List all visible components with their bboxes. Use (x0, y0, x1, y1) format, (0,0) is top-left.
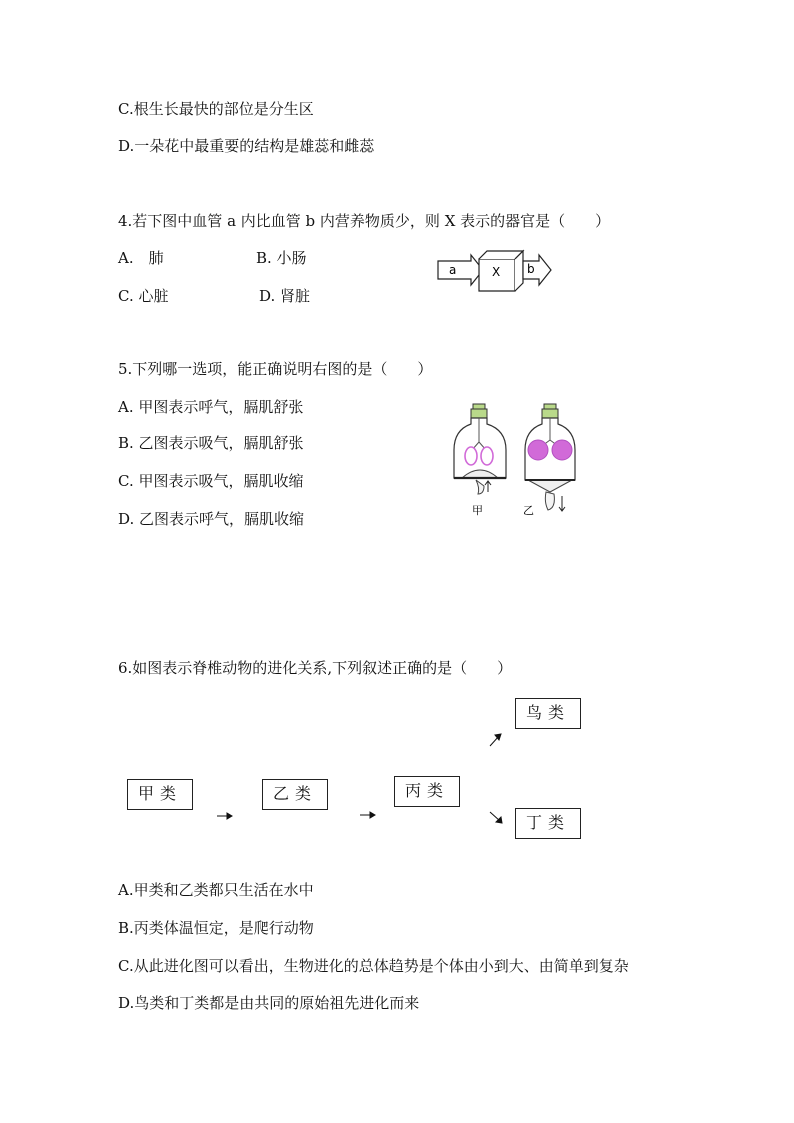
q6-option-a: A.甲类和乙类都只生活在水中 (118, 881, 314, 899)
question-6-stem: 6.如图表示脊椎动物的进化关系,下列叙述正确的是（ ） (118, 659, 513, 677)
question-5-stem: 5.下列哪一选项，能正确说明右图的是（ ） (118, 360, 433, 378)
box-ding-lei: 丁类 (515, 808, 581, 839)
vessel-a-label: a (449, 263, 457, 277)
q5-option-a: A. 甲图表示呼气，膈肌舒张 (118, 398, 304, 416)
organ-x-box (479, 251, 523, 291)
option-c-previous: C.根生长最快的部位是分生区 (118, 100, 314, 118)
lung-left-yi (528, 440, 548, 460)
q5-option-c: C. 甲图表示吸气，膈肌收缩 (118, 472, 304, 490)
q4-option-b: B. 小肠 (256, 249, 307, 267)
q4-option-c: C. 心脏 (118, 287, 169, 305)
question-4-stem: 4.若下图中血管 a 内比血管 b 内营养物质少，则 X 表示的器官是（ ） (118, 212, 611, 230)
vessel-a-arrow (438, 255, 483, 285)
vessel-b-label: b (527, 262, 535, 276)
option-d-previous: D.一朵花中最重要的结构是雄蕊和雌蕊 (118, 137, 375, 155)
organ-x-label: X (492, 265, 501, 279)
q4-option-a: A. 肺 (118, 249, 164, 267)
box-bing-lei: 丙类 (394, 776, 460, 807)
arrow-bing-to-ding (490, 812, 500, 821)
q4-option-d: D. 肾脏 (259, 287, 311, 305)
box-yi-lei: 乙类 (262, 779, 328, 810)
lung-right-yi (552, 440, 572, 460)
q6-option-d: D.鸟类和丁类都是由共同的原始祖先进化而来 (118, 994, 420, 1012)
figure-label-jia: 甲 (472, 504, 483, 517)
q6-option-c: C.从此进化图可以看出，生物进化的总体趋势是个体由小到大、由简单到复杂 (118, 957, 629, 975)
bell-jar-jia (454, 404, 506, 494)
box-jia-lei: 甲类 (127, 779, 193, 810)
box-niao-lei: 鸟类 (515, 698, 581, 729)
arrow-bing-to-niao (490, 736, 499, 746)
q5-option-b: B. 乙图表示吸气，膈肌舒张 (118, 434, 304, 452)
breathing-model-figure (450, 404, 590, 522)
q6-option-b: B.丙类体温恒定，是爬行动物 (118, 919, 314, 937)
q5-option-d: D. 乙图表示呼气，膈肌收缩 (118, 510, 305, 528)
blood-vessel-diagram (435, 245, 565, 295)
lung-left-jia (465, 447, 477, 465)
figure-label-yi: 乙 (523, 504, 534, 517)
lung-right-jia (481, 447, 493, 465)
bell-jar-yi (525, 404, 575, 511)
